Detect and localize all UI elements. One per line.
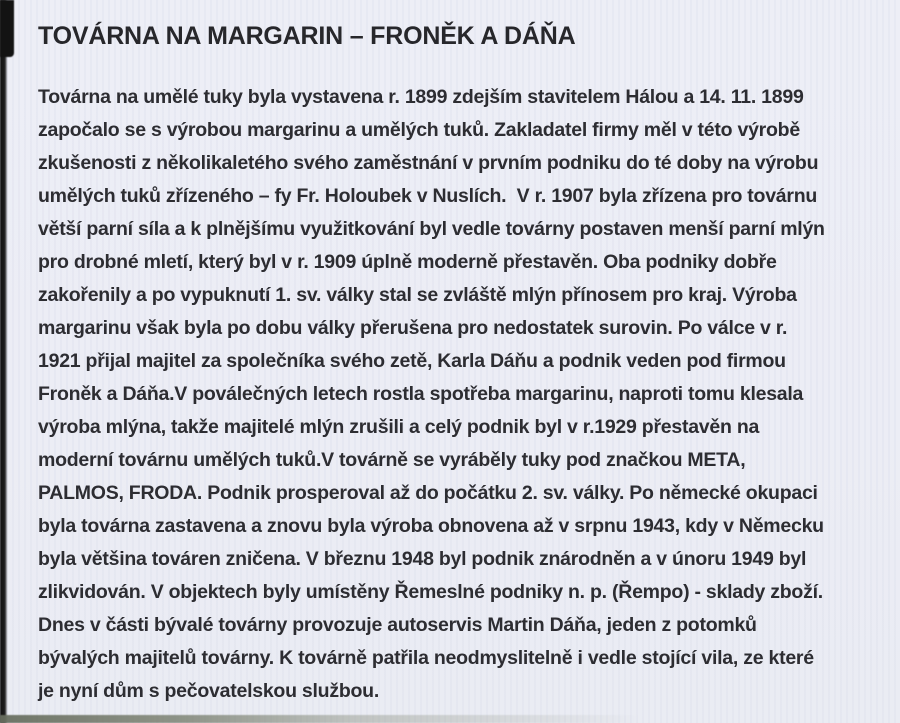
body-line: byla většina továren zničena. V březnu 1948 byl podnik znárodněn a v únoru 1949 byl [38, 548, 807, 570]
body-line: zkušenosti z několikaletého svého zaměstnání v prvním podniku do té doby na výrobu [38, 152, 819, 174]
body-line: výroba mlýna, takže majitelé mlýn zrušili a celý podnik byl v r.1929 přestavěn na [38, 416, 760, 438]
body-line: započalo se s výrobou margarinu a umělých tuků. Zakladatel firmy měl v této výrobě [38, 119, 800, 141]
body-line: Froněk a Dáňa.V poválečných letech rostla spotřeba margarinu, naproti tomu klesala [38, 383, 804, 405]
body-line: je nyní dům s pečovatelskou službou. [38, 680, 379, 702]
document-body [38, 81, 894, 708]
body-line: Dnes v části bývalé továrny provozuje autoservis Martin Dáňa, jeden z potomků [38, 614, 757, 636]
body-line: zlikvidován. V objektech byly umístěny Řemeslné podniky n. p. (Řempo) - sklady zboží. [38, 581, 823, 603]
scan-edge-artifact-left-top [0, 0, 14, 57]
body-line: pro drobné mletí, který byl v r. 1909 úplně moderně přestavěn. Oba podniky dobře [38, 251, 777, 273]
body-line: byla továrna zastavena a znovu byla výroba obnovena až v srpnu 1943, kdy v Německu [38, 515, 824, 537]
body-line: zakořenily a po vypuknutí 1. sv. války stal se zvláště mlýn přínosem pro kraj. Výroba [38, 284, 797, 306]
body-line: moderní továrnu umělých tuků.V továrně se vyráběly tuky pod značkou META, [38, 449, 746, 471]
body-line: bývalých majitelů továrny. K továrně patřila neodmyslitelně i vedle stojící vila, ze které [38, 647, 814, 669]
document-title: TOVÁRNA NA MARGARIN – FRONĚK A DÁŇA [38, 22, 576, 50]
body-line: umělých tuků zřízeného – fy Fr. Holoubek v Nuslích. V r. 1907 byla zřízena pro továrnu [38, 185, 818, 207]
body-line: 1921 přijal majitel za společníka svého zetě, Karla Dáňu a podnik veden pod firmou [38, 350, 786, 372]
body-line: margarinu však byla po dobu války přerušena pro nedostatek surovin. Po válce v r. [38, 317, 788, 339]
scan-edge-artifact-bottom [0, 715, 640, 723]
body-line: Továrna na umělé tuky byla vystavena r. 1899 zdejším stavitelem Hálou a 14. 11. 1899 [38, 86, 804, 108]
body-line: PALMOS, FRODA. Podnik prosperoval až do počátku 2. sv. války. Po německé okupaci [38, 482, 818, 504]
body-line: větší parní síla a k plnějšímu využitkování byl vedle továrny postaven menší parní mlýn [38, 218, 825, 240]
scan-edge-artifact-left [0, 0, 7, 723]
